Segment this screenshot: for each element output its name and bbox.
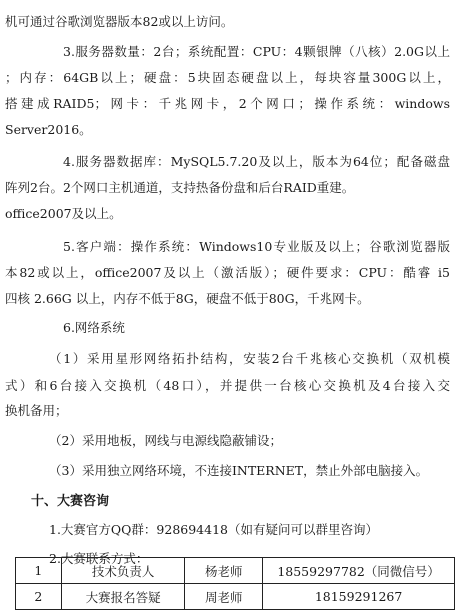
paragraph-line: 换机备用； — [5, 403, 68, 418]
paragraph-line: 机可通过谷歌浏览器版本82或以上访问。 — [5, 14, 234, 29]
row-number-cell: 1 — [16, 558, 62, 584]
paragraph-line: 式）和6台接入交换机（48口），并提供一台核心交换机及4台接入交 — [5, 378, 450, 393]
contacts-table — [15, 557, 455, 610]
paragraph-line: 搭建成RAID5；网卡：千兆网卡，2个网口；操作系统：windows — [5, 96, 450, 111]
section-heading: 十、大赛咨询 — [31, 494, 110, 509]
paragraph-line: 4.服务器数据库：MySQL5.7.20及以上，版本为64位；配备磁盘 — [63, 154, 450, 169]
paragraph-line: 本82或以上，office2007及以上（激活版）；硬件要求：CPU：酷睿 i5 — [5, 265, 450, 280]
paragraph-line: 阵列2台。2个网口主机通道，支持热备份盘和后台RAID重建。 — [5, 180, 355, 195]
paragraph-line: 2.大赛联系方式： — [49, 551, 149, 566]
paragraph-line: office2007及以上。 — [5, 206, 122, 221]
phone-cell: 18559297782（同微信号） — [263, 558, 455, 584]
role-cell: 大赛报名答疑 — [61, 584, 185, 610]
paragraph-line: 1.大赛官方QQ群：928694418（如有疑问可以群里咨询） — [49, 522, 378, 537]
paragraph-line: （3）采用独立网络环境，不连接INTERNET，禁止外部电脑接入。 — [49, 463, 429, 478]
phone-cell: 18159291267 — [263, 584, 455, 610]
table-row — [16, 558, 455, 584]
paragraph-line: ；内存：64GB以上；硬盘：5块固态硬盘以上，每块容量300G以上， — [5, 70, 450, 85]
paragraph-line: 5.客户端：操作系统：Windows10专业版及以上；谷歌浏览器版 — [63, 239, 450, 254]
paragraph-line: 四核 2.66G 以上，内存不低于8G，硬盘不低于80G，千兆网卡。 — [5, 291, 370, 306]
contact-name-cell: 周老师 — [185, 584, 263, 610]
row-number-cell: 2 — [16, 584, 62, 610]
paragraph-line: （1）采用星形网络拓扑结构，安装2台千兆核心交换机（双机模 — [49, 351, 450, 366]
paragraph-line: （2）采用地板，网线与电源线隐蔽铺设； — [49, 433, 282, 448]
table-row — [16, 584, 455, 610]
role-cell: 技术负责人 — [61, 558, 185, 584]
paragraph-line: 6.网络系统 — [63, 320, 125, 335]
paragraph-line: Server2016。 — [5, 122, 92, 137]
contact-name-cell: 杨老师 — [185, 558, 263, 584]
paragraph-line: 3.服务器数量：2台；系统配置：CPU：4颗银牌（八核）2.0G以上 — [63, 44, 450, 59]
